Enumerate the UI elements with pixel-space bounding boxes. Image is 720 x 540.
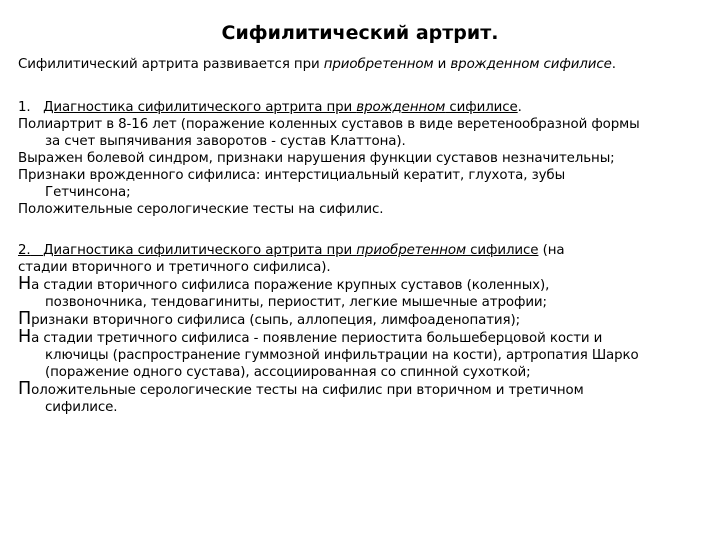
section2-heading-syphilis: сифилисе — [465, 243, 539, 258]
section2-item — [18, 276, 708, 294]
section1-line: Полиартрит в 8-16 лет (поражение коленных суставов в виде веретенообразной формы — [18, 117, 640, 132]
section2-line: стадии вторичного и третичного сифилиса). — [18, 260, 331, 275]
section2-item-cap: Н — [18, 327, 32, 347]
section2-item — [18, 311, 708, 329]
section2-gap — [31, 243, 43, 258]
section1-gap — [31, 100, 43, 115]
section2-heading-acquired: приобретенном — [356, 243, 466, 258]
section2-item-cap: Н — [18, 274, 32, 294]
intro-text: . — [611, 57, 616, 72]
section1-number: 1. — [18, 100, 31, 115]
section2-line: ключицы (распространение гуммозной инфильтрации на кости), артропатия Шарко — [45, 348, 639, 363]
slide-body — [18, 56, 708, 416]
section1-line: Выражен болевой синдром, признаки нарушения функции суставов незначительны; — [18, 151, 615, 166]
section2-line: (поражение одного сустава), ассоциированная со спинной сухоткой; — [45, 365, 531, 380]
intro-paragraph — [18, 56, 708, 73]
intro-text: Сифилитический артрита развивается при — [18, 57, 324, 72]
section2-item-text: а стадии вторичного сифилиса поражение крупных суставов (коленных), — [31, 278, 550, 293]
section1-line: Положительные серологические тесты на сифилис. — [18, 202, 384, 217]
section2-item — [18, 329, 708, 347]
section1-heading-syphilis: сифилисе — [445, 100, 518, 115]
section2-heading-text: Диагностика сифилитического артрита при — [43, 243, 357, 258]
section2-item-cap: П — [18, 379, 32, 399]
section1-heading-congenital: врожденном — [356, 100, 446, 115]
section2-item-cap: П — [18, 309, 32, 329]
section2-heading-paren: (на — [538, 243, 565, 258]
intro-congenital: врожденном сифилисе — [450, 57, 612, 72]
intro-text: и — [433, 57, 451, 72]
section1-heading — [18, 99, 708, 116]
section2-heading — [18, 242, 708, 259]
section1-heading-dot: . — [517, 100, 522, 115]
section2-number: 2. — [18, 243, 31, 258]
section2-item-text: оложительные серологические тесты на сифилис при вторичном и третичном — [31, 383, 584, 398]
section1-line: Признаки врожденного сифилиса: интерстициальный кератит, глухота, зубы — [18, 168, 566, 183]
section2-line: позвоночника, тендовагиниты, периостит, легкие мышечные атрофии; — [45, 295, 547, 310]
intro-acquired: приобретенном — [323, 57, 434, 72]
section2-item-text: ризнаки вторичного сифилиса (сыпь, аллопеция, лимфоаденопатия); — [31, 313, 521, 328]
section1-line: Гетчинсона; — [45, 185, 131, 200]
section1-heading-text: Диагностика сифилитического артрита при — [43, 100, 357, 115]
section1-line: за счет выпячивания заворотов - сустав Клаттона). — [45, 134, 406, 149]
section2-line: сифилисе. — [45, 400, 118, 415]
slide-title: Сифилитический артрит. — [221, 22, 499, 44]
section2-item-text: а стадии третичного сифилиса - появление периостита большеберцовой кости и — [31, 331, 603, 346]
section2-item — [18, 381, 708, 399]
